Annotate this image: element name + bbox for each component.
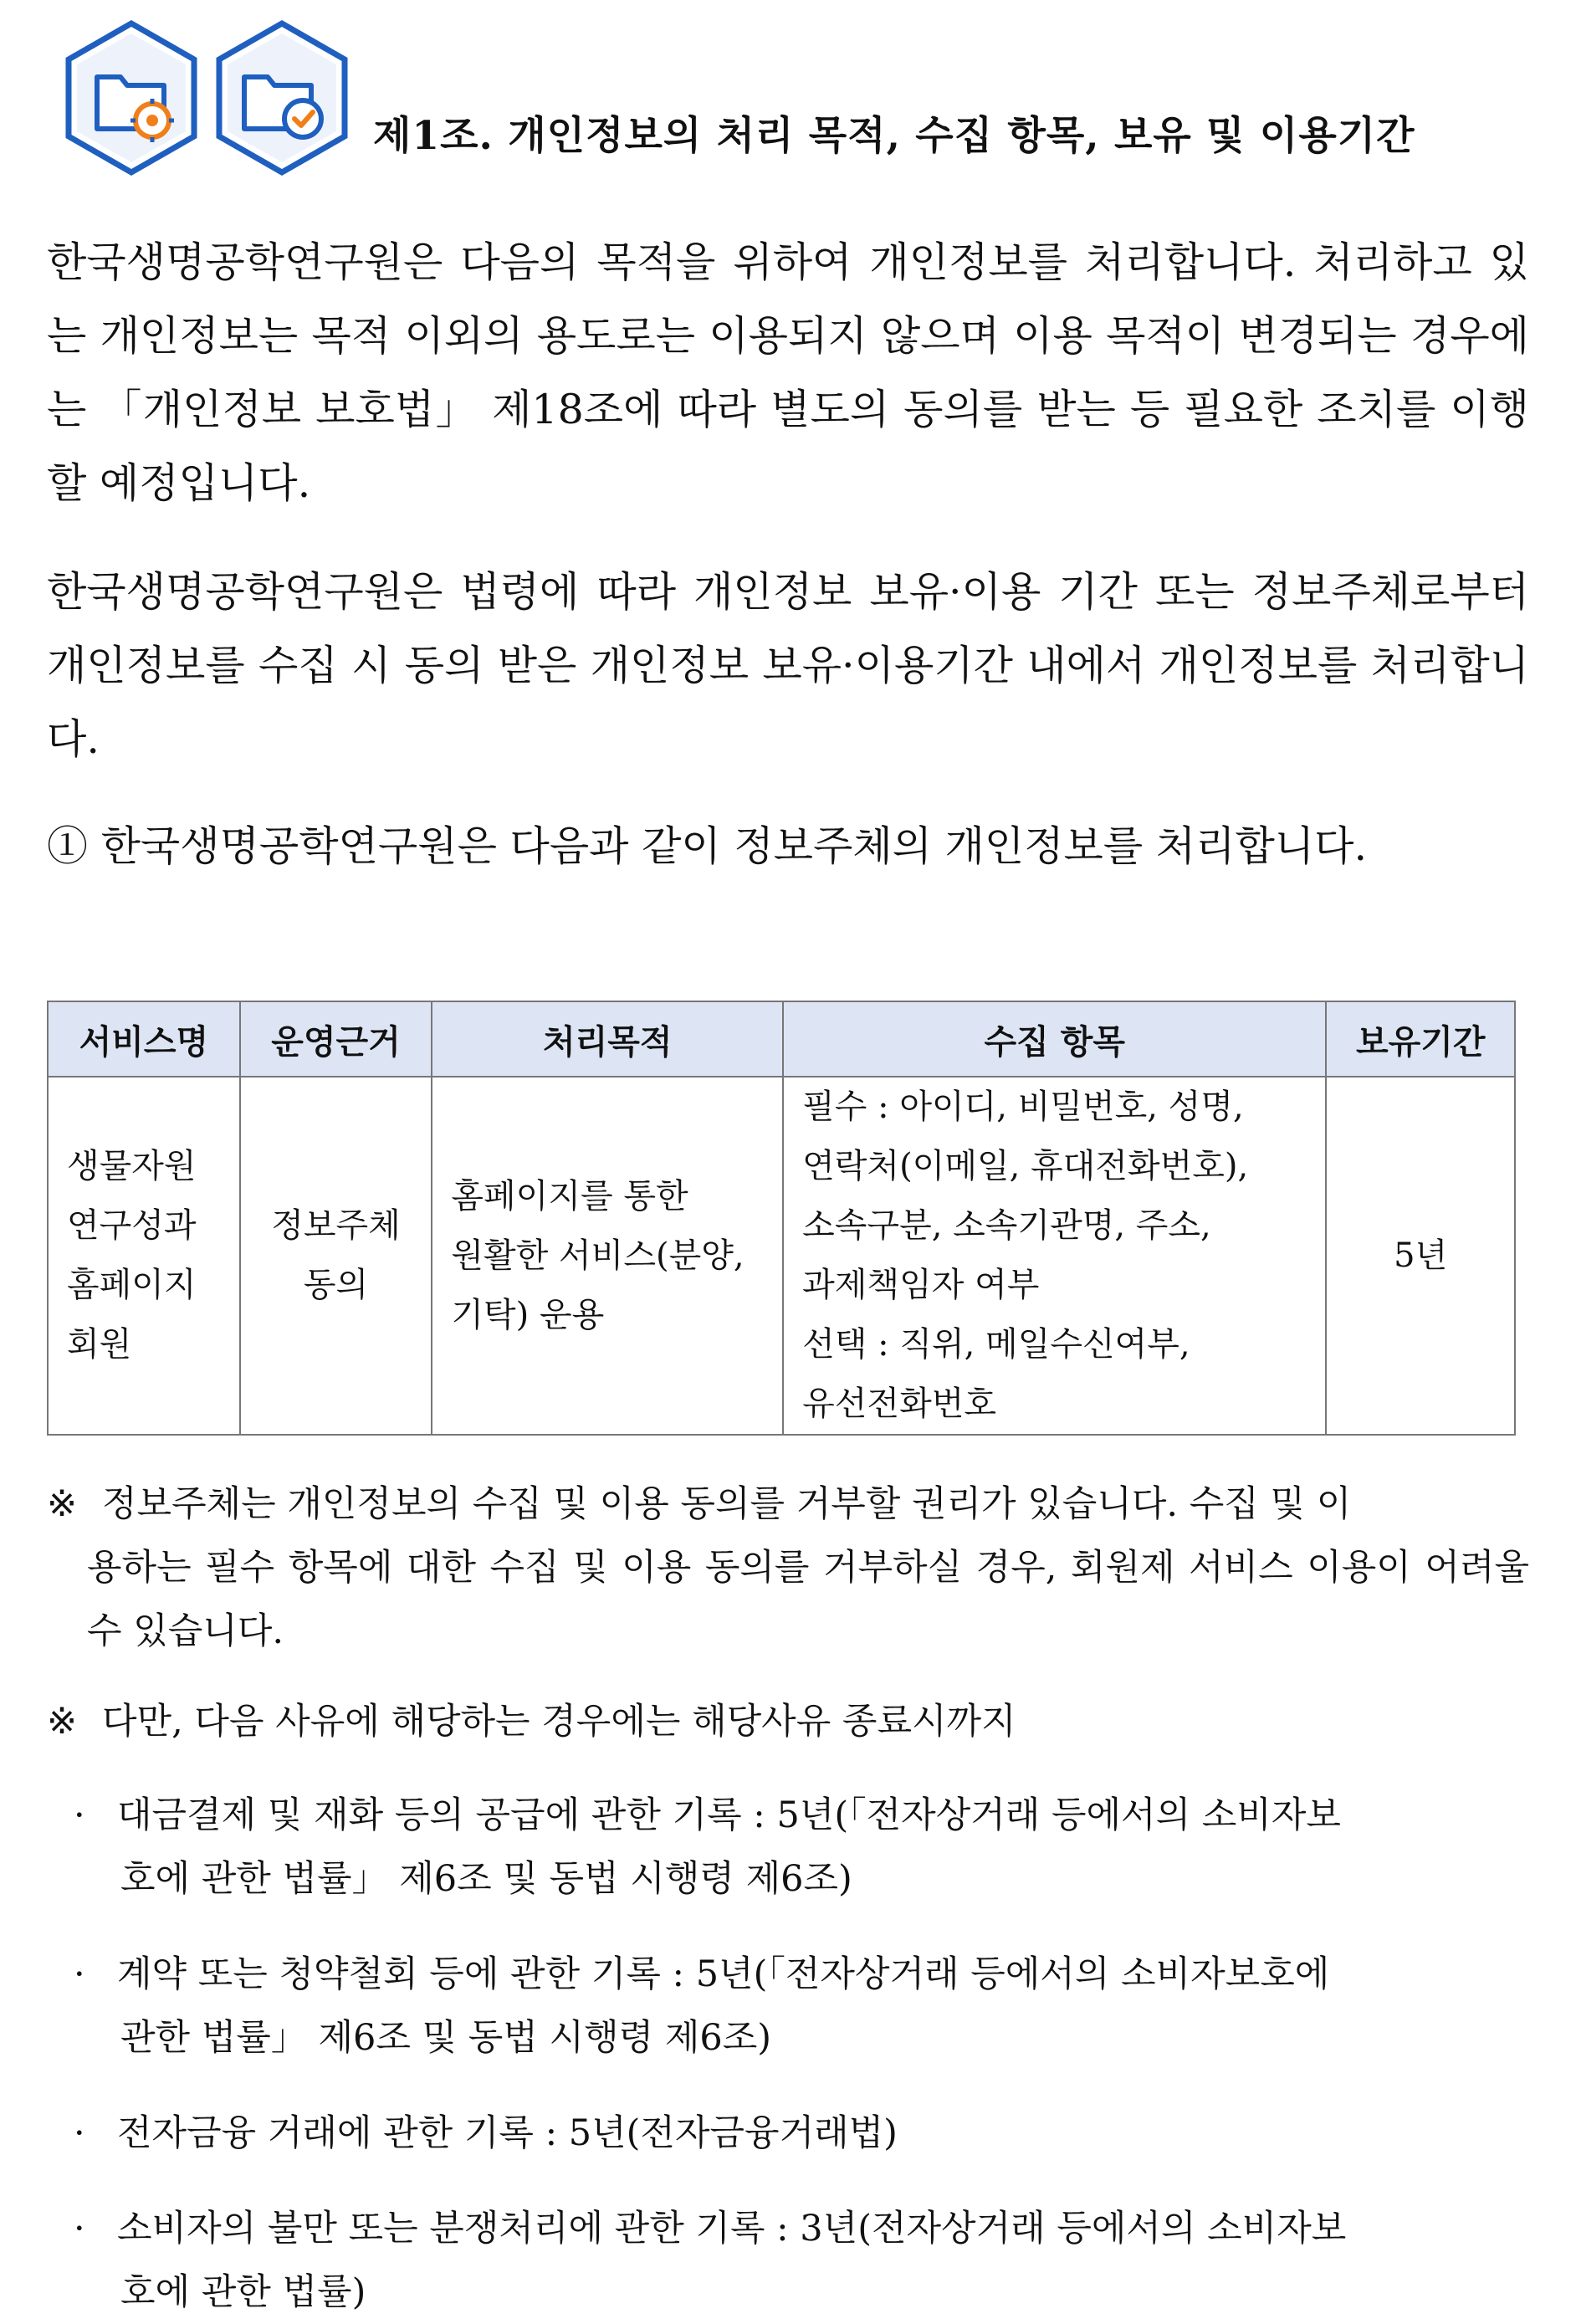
- basis-cell: 정보주체 동의: [240, 1077, 432, 1435]
- purpose-paragraph: 한국생명공학연구원은 다음의 목적을 위하여 개인정보를 처리합니다. 처리하고 있는 개인정보는 목적 이외의 용도로는 이용되지 않으며 이용 목적이 변경되는 경우에는 「개인정보 보호법」 제18조에 따라 별도의 동의를 받는 등 필요한 조치를 이행할 예정입니다.: [47, 238, 1529, 507]
- note-mark: ※: [47, 1483, 78, 1525]
- folder-gear-icon: [60, 18, 202, 177]
- header-basis: 운영근거: [240, 1001, 432, 1077]
- exception-note: ※ 다만, 다음 사유에 해당하는 경우에는 해당사유 종료시까지: [47, 1690, 1529, 1753]
- table-header-row: [48, 1001, 1515, 1077]
- list-item: · 소비자의 불만 또는 분쟁처리에 관한 기록 : 3년(전자상거래 등에서의 소비자보 호에 관한 법률): [74, 2208, 1347, 2313]
- header-items: 수집 항목: [783, 1001, 1326, 1077]
- retention-paragraph: 한국생명공학연구원은 법령에 따라 개인정보 보유·이용 기간 또는 정보주체로부터 개인정보를 수집 시 동의 받은 개인정보 보유·이용기간 내에서 개인정보를 처리합니다.: [47, 568, 1529, 763]
- header-period: 보유기간: [1326, 1001, 1515, 1077]
- table-row: [48, 1077, 1515, 1435]
- period-cell: 5년: [1326, 1077, 1515, 1435]
- processing-paragraph: ① 한국생명공학연구원은 다음과 같이 정보주체의 개인정보를 처리합니다.: [47, 822, 1368, 870]
- header-purpose: 처리목적: [432, 1001, 783, 1077]
- purpose-cell: 홈페이지를 통한 원활한 서비스(분양, 기탁) 운용: [432, 1077, 783, 1435]
- service-cell: 생물자원 연구성과 홈페이지 회원: [48, 1077, 240, 1435]
- refusal-note: ※ 정보주체는 개인정보의 수집 및 이용 동의를 거부할 권리가 있습니다. 수집 및 이 용하는 필수 항목에 대한 수집 및 이용 동의를 거부하실 경우, 회원제 서비스 이용이 어려울 수 있습니다.: [47, 1472, 1529, 1663]
- list-item: · 계약 또는 청약철회 등에 관한 기록 : 5년(「전자상거래 등에서의 소비자보호에 관한 법률」 제6조 및 동법 시행령 제6조): [74, 1953, 1330, 2059]
- folder-clock-icon: [211, 18, 353, 177]
- list-item: · 대금결제 및 재화 등의 공급에 관한 기록 : 5년(「전자상거래 등에서의 소비자보 호에 관한 법률」 제6조 및 동법 시행령 제6조): [74, 1794, 1341, 1900]
- page-title: 제1조. 개인정보의 처리 목적, 수집 항목, 보유 및 이용기간: [373, 113, 1415, 159]
- list-item: · 전자금융 거래에 관한 기록 : 5년(전자금융거래법): [74, 2112, 898, 2154]
- note-mark: ※: [47, 1701, 78, 1743]
- header-service: 서비스명: [48, 1001, 240, 1077]
- items-cell: 필수 : 아이디, 비밀번호, 성명, 연락처(이메일, 휴대전화번호), 소속구분, 소속기관명, 주소, 과제책임자 여부 선택 : 직위, 메일수신여부, 유선전화번호: [783, 1077, 1326, 1435]
- service-table: [47, 1001, 1516, 1436]
